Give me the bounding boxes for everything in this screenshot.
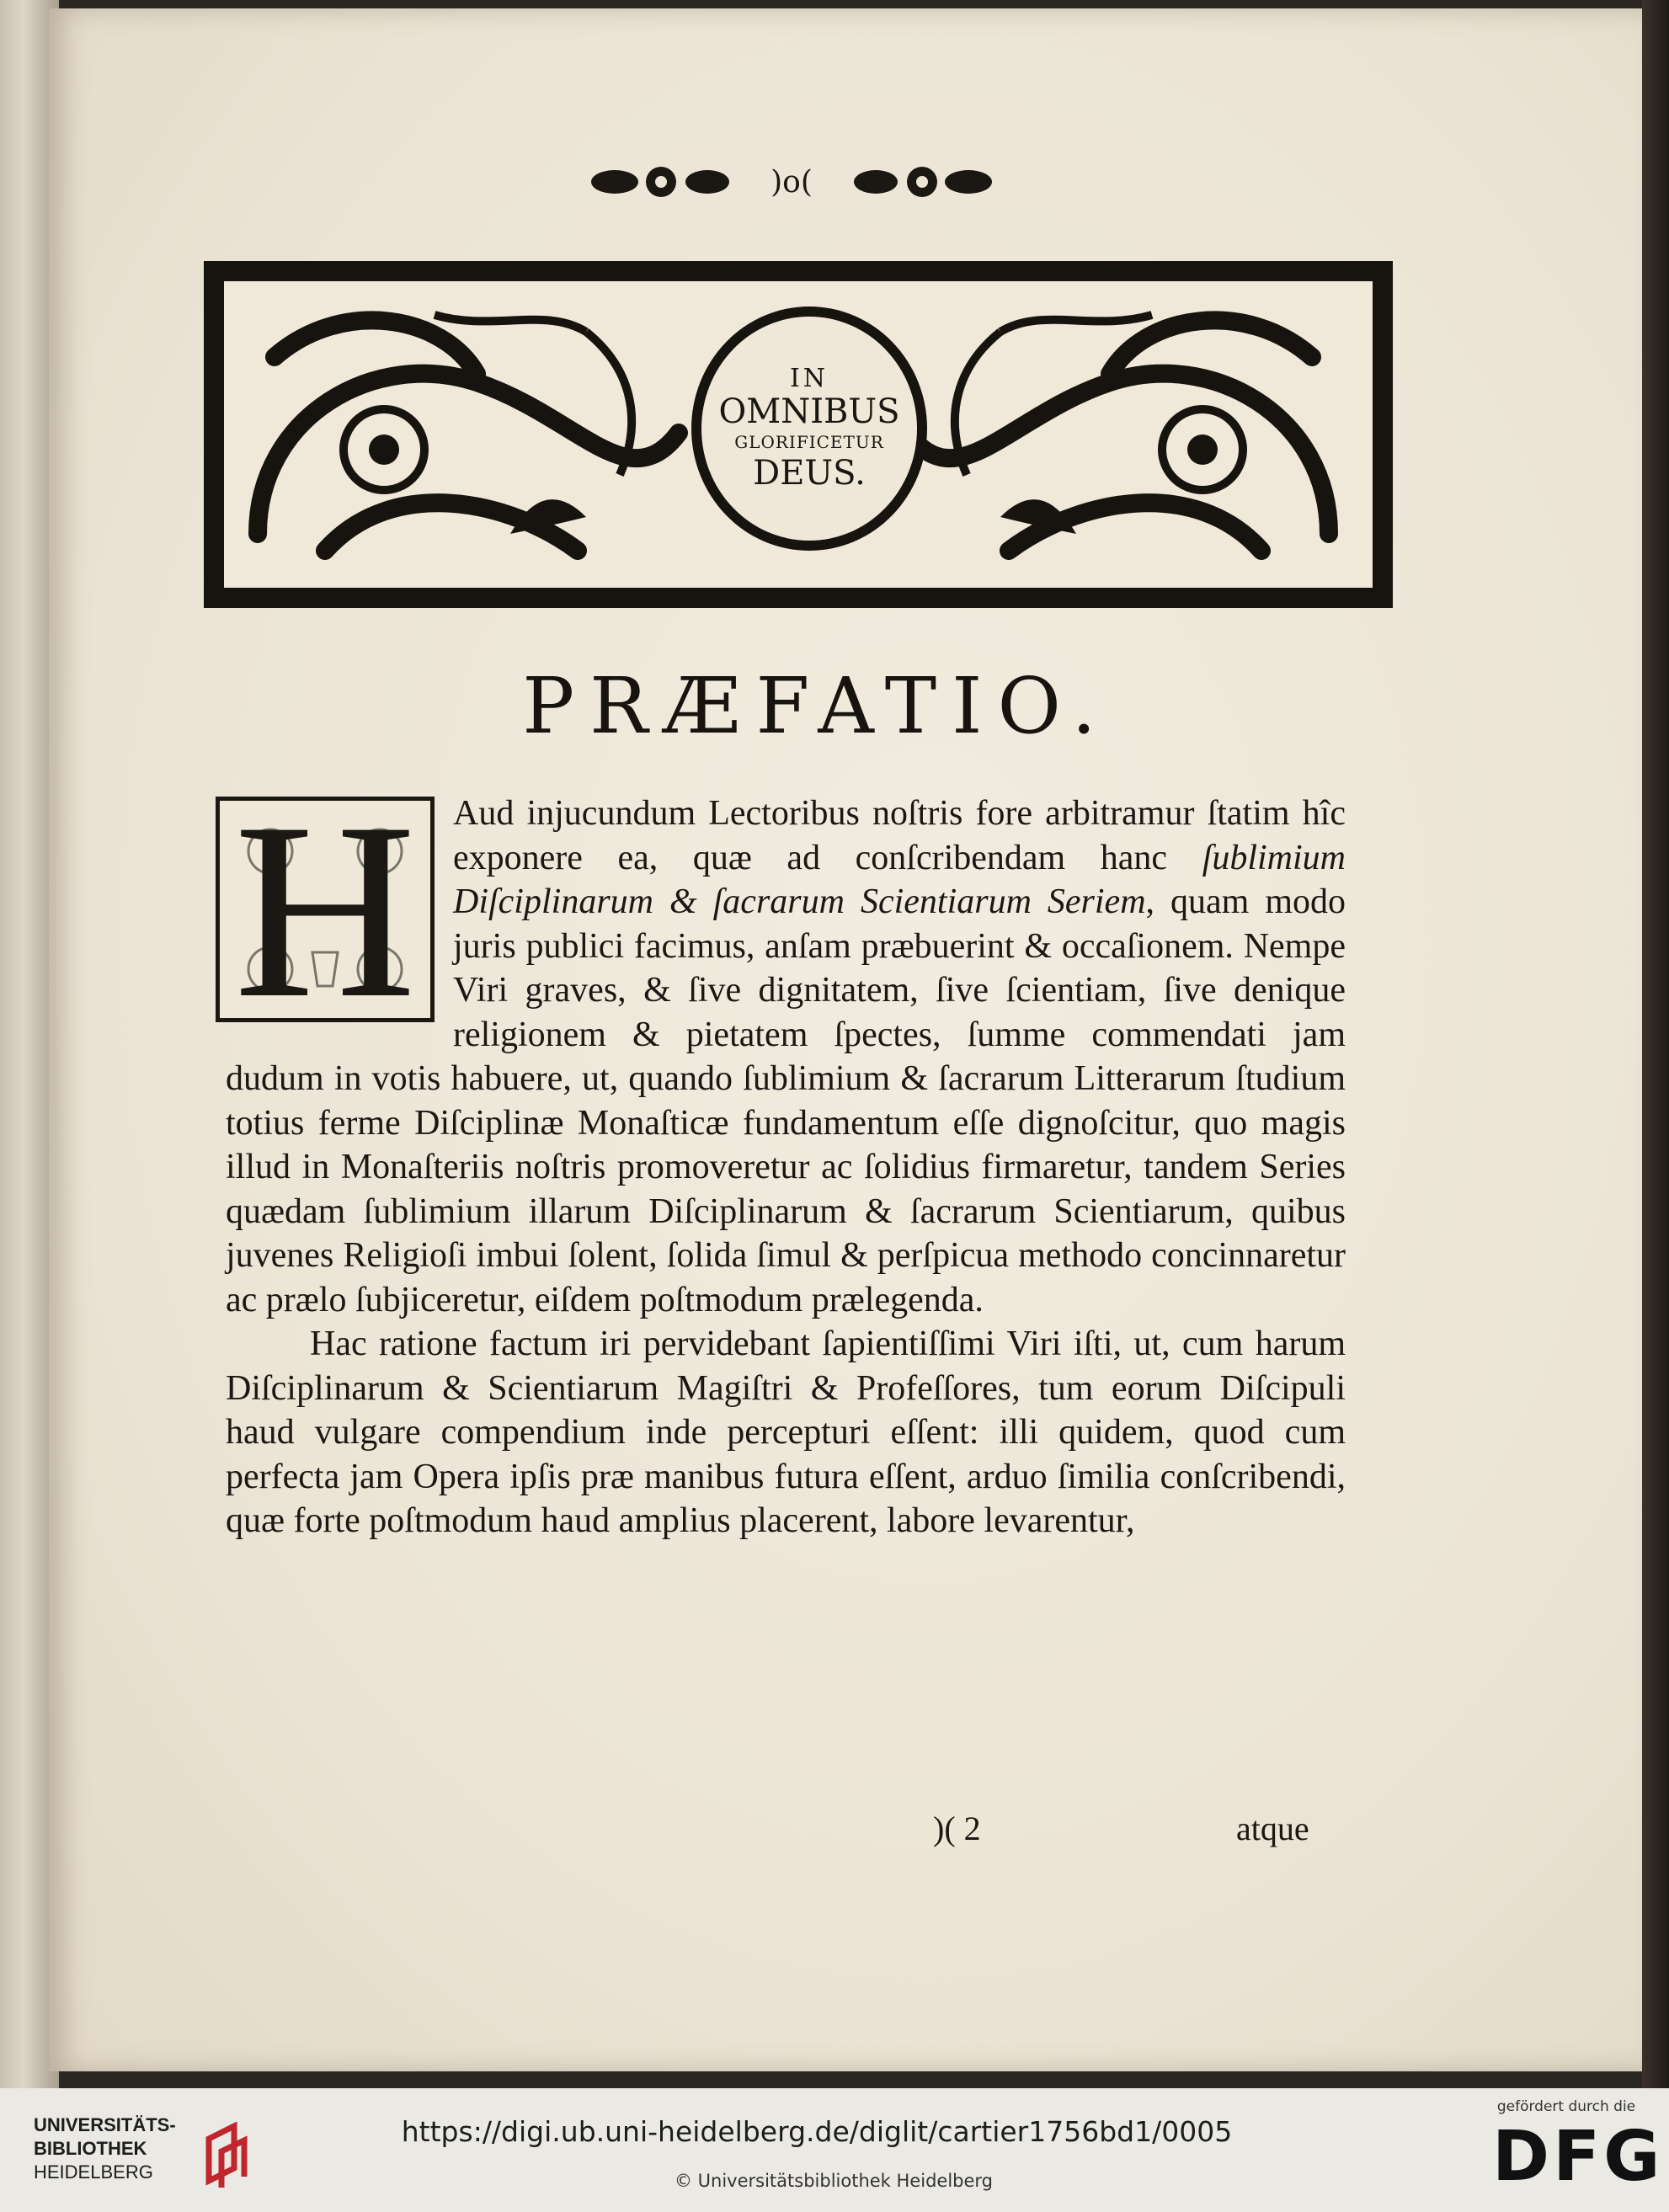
paragraph-2: Hac ratione factum iri pervidebant ſapientiſſimi Viri iſti, ut, cum harum Diſciplinarum & Scientiarum Magiſtri & Profeſſores, tum eorum Diſcipuli haud vulgare compendium inde percepturi eſſent: illi quidem, quod cum perfecta jam Opera ipſis præ manibus futura eſſent, arduo ſimilia conſcribendi, quæ forte poſtmodum haud amplius placerent, labore levarentur, (226, 1325, 1346, 1540)
page-footer-line (226, 1809, 1346, 1856)
paragraph-1-rest: , quam modo juris publici facimus, anſam præbuerint & occaſionem. Nempe Viri graves, & ſive dignitatem, ſive ſcientiam, ſive denique religionem & pietatem ſpectes, ſumme commendati jam dudum in votis habuere, ut, quando ſublimium & ſacrarum Litterarum ſtudium totius ferme Diſciplinæ Monaſticæ fundamentum eſſe dignoſcitur, quo magis illud in Monaſteriis noſtris promoveretur ac ſolidius firmaretur, tandem Series quædam ſublimium illarum Diſciplinarum & ſacrarum Scientiarum, quibus juvenes Religioſi imbui ſolent, ſolida ſimul & perſpicua methodo concinnaretur ac prælo ſubjiceretur, eiſdem poſtmodum prælegenda. (226, 882, 1346, 1319)
printers-ornament-icon (581, 158, 1002, 205)
page-title: PRÆFATIO. (522, 661, 1112, 751)
medallion-line-1: IN (789, 364, 829, 393)
library-line-2: BIBLIOTHEK (34, 2138, 147, 2159)
medallion-line-2: OMNIBUS (718, 392, 900, 431)
library-name (34, 2113, 176, 2184)
woodcut-headpiece (204, 261, 1393, 608)
page-edge-right (1642, 0, 1669, 2088)
headpiece-medallion (691, 306, 927, 551)
funder-label: gefördert durch die (1496, 2098, 1636, 2115)
library-emblem-icon (200, 2122, 251, 2189)
decorated-initial (216, 770, 435, 1050)
initial-letter: H (233, 770, 417, 1050)
medallion-line-3: GLORIFICETUR (734, 432, 884, 452)
library-line-1: UNIVERSITÄTS- (34, 2114, 176, 2135)
permalink-url[interactable]: https://digi.ub.uni-heidelberg.de/diglit/cartier1756bd1/0005 (401, 2115, 1233, 2148)
catchword: atque (1236, 1810, 1309, 1847)
headpiece-field (224, 281, 1373, 588)
body-text (226, 770, 1346, 1543)
ornament-center: )o( (771, 165, 813, 200)
dfg-logo[interactable]: DFG (1492, 2117, 1664, 2197)
library-line-3: HEIDELBERG (34, 2161, 153, 2183)
library-logo[interactable] (34, 2113, 236, 2193)
signature-mark: )( 2 (933, 1810, 981, 1847)
paragraph-1-italic: ſublimium Diſciplinarum & ſacrarum Scientiarum Seriem (453, 838, 1346, 921)
medallion-line-4: DEUS. (753, 454, 866, 493)
copyright-notice: © Universitätsbibliothek Heidelberg (674, 2171, 993, 2191)
paragraph-1-lead: Aud injucundum Lectoribus noſtris fore arbitramur ſtatim hîc exponere ea, quæ ad conſcribendam hanc (453, 794, 1346, 877)
